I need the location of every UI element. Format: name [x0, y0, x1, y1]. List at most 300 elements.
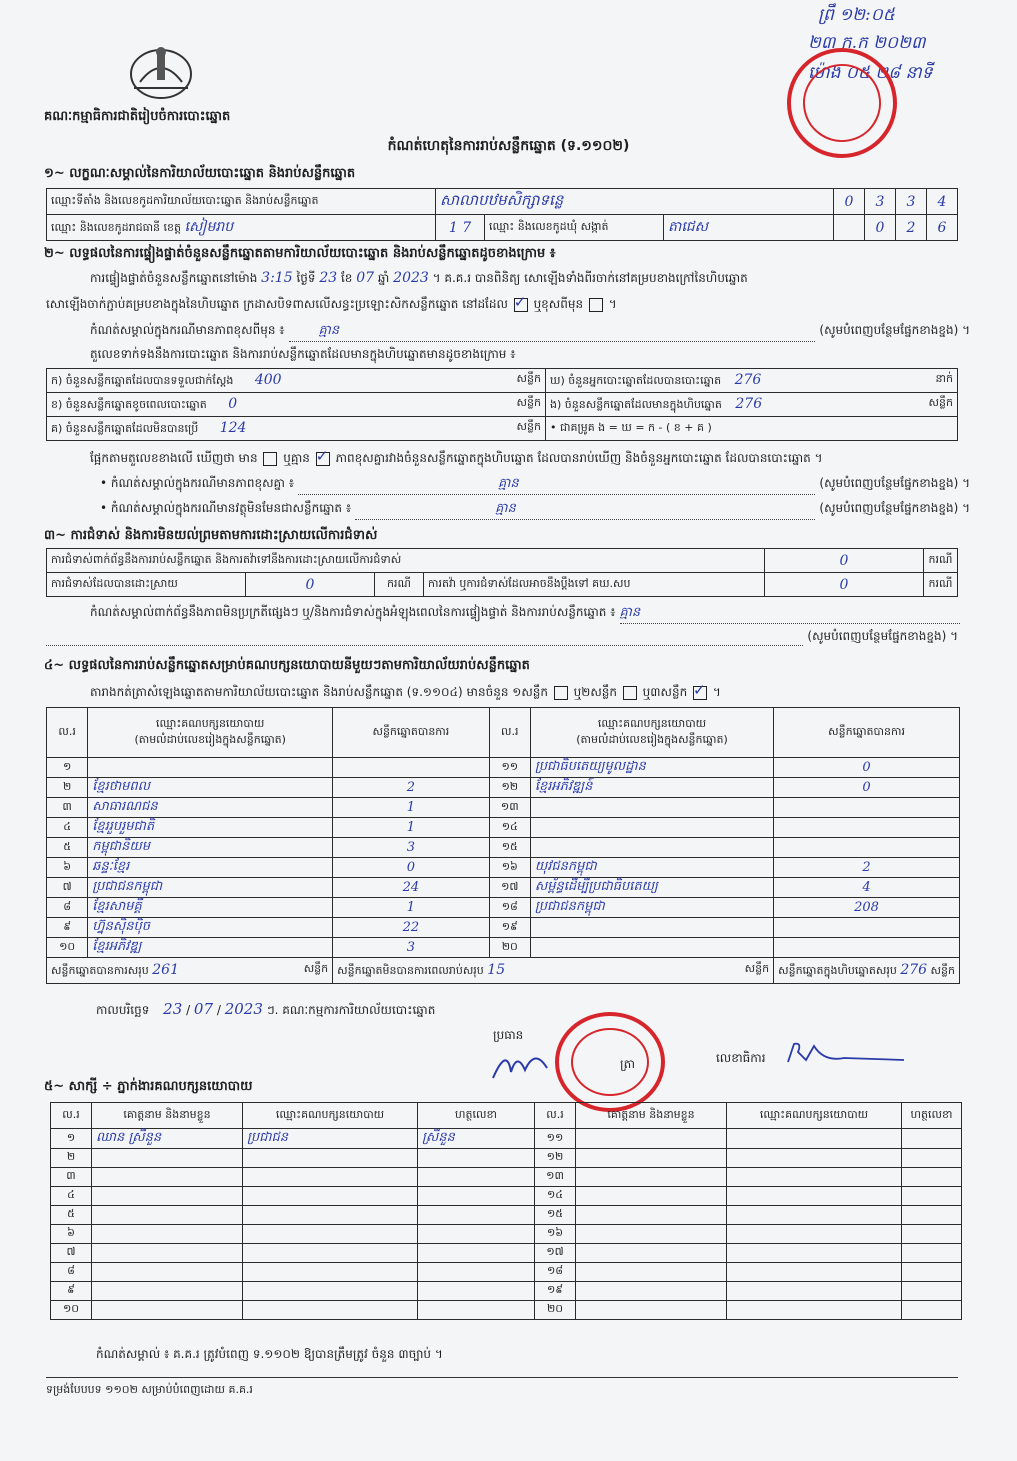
row-number: ១១ [535, 1129, 576, 1149]
party-votes: 0 [774, 778, 960, 798]
table-row [47, 938, 960, 958]
appeal-value: 0 [764, 573, 923, 597]
witness-name [92, 1301, 243, 1320]
date-year: 2023 [224, 1000, 263, 1018]
formula-label: • ជាគម្រូគ ង = ឃ = ក - ( ខ + គ ) [550, 420, 712, 434]
witness-signature [418, 1282, 535, 1301]
party-votes: 4 [774, 878, 960, 898]
fill-extra-note: (សូមបំពេញបន្ថែមផ្នែកខាងខ្នង) ។ [819, 476, 970, 490]
section5-title: ៥~ សាក្សី ÷ ភ្នាក់ងារគណបក្សនយោបាយ [44, 1079, 253, 1094]
verification-year: 2023 [393, 270, 429, 286]
province-code-digit: 7 [462, 219, 472, 236]
note1-label: កំណត់សម្គាល់ក្នុងករណីមានភាពខុសពីមុន ៖ [90, 323, 285, 337]
unit-label: ករណី [923, 549, 957, 573]
location-digit: 3 [896, 189, 927, 215]
spoiled-label: ខ) ចំនួនសន្លឹកឆ្នោតខូចពេលបោះឆ្នោត [51, 397, 207, 411]
witness-name [576, 1206, 727, 1225]
unchanged-checkbox[interactable] [514, 298, 528, 312]
party-name: ខ្មែរសាមគ្គី [88, 898, 333, 918]
figures-intro: តួលេខទាក់ទងនឹងការបោះឆ្នោត និងការរាប់សន្លឹកឆ្នោតដែលមានក្នុងហិបឆ្នោតមានដូចខាងក្រោម ៖ [90, 347, 516, 361]
witness-signature [902, 1301, 962, 1320]
row-number: ១ [51, 1129, 92, 1149]
verification-time: 3:15 [261, 270, 293, 286]
table-row [51, 1187, 962, 1206]
location-value: សាលាបឋមសិក្សាទន្លេ [436, 189, 834, 215]
blank-line [46, 628, 803, 646]
unit-label: សន្លឹក [516, 371, 541, 385]
party-votes [774, 798, 960, 818]
verification-day: 23 [319, 270, 338, 286]
province-label [47, 215, 436, 241]
row-number: ១៦ [535, 1225, 576, 1244]
verification-line [90, 270, 970, 288]
figures-table [46, 368, 958, 441]
party-votes: 3 [333, 938, 489, 958]
fill-extra-note: (សូមបំពេញបន្ថែមផ្នែកខាងខ្នង) ។ [807, 629, 958, 643]
national-emblem-icon [128, 44, 194, 100]
received-label: ក) ចំនួនសន្លឹកឆ្នោតដែលបានទទួលជាក់ស្តែង [51, 373, 234, 387]
row-number: ៦ [51, 1225, 92, 1244]
row-number: ៥ [51, 1206, 92, 1225]
witness-signature [418, 1225, 535, 1244]
party-votes [774, 838, 960, 858]
objections-value: 0 [764, 549, 923, 573]
verification-month: 07 [356, 270, 375, 286]
bullet2-value: គ្មាន [355, 500, 815, 520]
col-votes-header: សន្លឹកឆ្នោតបានការ [774, 708, 960, 758]
witness-party [243, 1301, 418, 1320]
row-number: ៦ [47, 858, 88, 878]
witness-name [92, 1244, 243, 1263]
total-valid-label: សន្លឹកឆ្នោតបានការសរុប [51, 963, 149, 977]
row-number: ១៥ [489, 838, 530, 858]
party-votes [774, 918, 960, 938]
commune-digit: 6 [927, 215, 958, 241]
unit-label: សន្លឹក [928, 395, 953, 409]
party-name: ឆន្ទៈខ្មែរ [88, 858, 333, 878]
row-number: ២ [51, 1149, 92, 1168]
party-votes [333, 758, 489, 778]
party-name: ខ្មែរថាមពល [88, 778, 333, 798]
form-note: ទម្រង់បែបបទ ១១០២ សម្រាប់បំពេញដោយ គ.គ.រ [46, 1383, 253, 1396]
commune-digit: 0 [865, 215, 896, 241]
witness-signature [418, 1168, 535, 1187]
witness-party [727, 1168, 902, 1187]
row-number: ១២ [489, 778, 530, 798]
voters-label: ឃ) ចំនួនអ្នកបោះឆ្នោតដែលបានបោះឆ្នោត [550, 373, 722, 387]
unit-label: សន្លឹក [516, 419, 541, 433]
table-row [51, 1282, 962, 1301]
fill-extra-note: (សូមបំពេញបន្ថែមផ្នែកខាងខ្នង) ។ [819, 501, 970, 515]
witness-signature [418, 1149, 535, 1168]
witness-name [576, 1263, 727, 1282]
bullet1-value: គ្មាន [298, 475, 815, 495]
witness-name [92, 1206, 243, 1225]
commune-digit: 2 [896, 215, 927, 241]
witness-signature [902, 1149, 962, 1168]
in-box-value: 276 [735, 395, 763, 412]
witness-name: ឈាន ស្រីនួន [92, 1129, 243, 1149]
party-votes [774, 938, 960, 958]
table-row [51, 1244, 962, 1263]
party-name: យុវជនកម្ពុជា [530, 858, 773, 878]
in-box-label: ង) ចំនួនសន្លឹកឆ្នោតដែលមានក្នុងហិបឆ្នោត [550, 397, 722, 411]
witness-signature [902, 1282, 962, 1301]
unit-label: សន្លឹក [516, 395, 541, 409]
chair-signature-icon [487, 1042, 557, 1088]
note1-value: គ្មាន [289, 322, 816, 342]
spoiled-value: 0 [228, 395, 238, 412]
witness-name [92, 1225, 243, 1244]
total-invalid-label: សន្លឹកឆ្នោតមិនបានការពេលរាប់សរុប [337, 963, 484, 977]
witness-party [243, 1244, 418, 1263]
witness-party [727, 1263, 902, 1282]
row-number: ១០ [51, 1301, 92, 1320]
year-label: ឆ្នាំ [377, 271, 390, 285]
witness-signature [902, 1206, 962, 1225]
row-number: ១៤ [535, 1187, 576, 1206]
table-row [51, 1206, 962, 1225]
no-discrepancy-checkbox[interactable] [316, 452, 330, 466]
seal-label: ត្រា [620, 1057, 635, 1071]
bullet2-label: • កំណត់សម្គាល់ក្នុងករណីមានវត្ថុមិនមែនជាសន្លឹកឆ្នោត ៖ [100, 501, 352, 515]
location-digit: 3 [865, 189, 896, 215]
secretary-label: លេខាធិការ [716, 1051, 766, 1065]
witness-body [51, 1129, 962, 1320]
witness-party [243, 1187, 418, 1206]
total-invalid-value: 15 [487, 961, 506, 978]
changed-label: ឬខុសពីមុន [533, 297, 584, 311]
has-discrepancy-checkbox[interactable] [263, 452, 277, 466]
witness-name [92, 1282, 243, 1301]
party-name: ខ្មែរអភិវឌ្ឍ [88, 938, 333, 958]
witness-party [243, 1225, 418, 1244]
discrepancy-line [90, 450, 823, 468]
figures-row [47, 393, 958, 417]
party-name [530, 798, 773, 818]
footer-divider [46, 1377, 958, 1378]
party-votes: 0 [333, 858, 489, 878]
witness-name [92, 1149, 243, 1168]
witness-name [92, 1187, 243, 1206]
col-party-header: ឈ្មោះគណបក្សនយោបាយ [727, 1103, 902, 1129]
witness-name [576, 1168, 727, 1187]
appeal-label: ការតវ៉ា ឬការជំទាស់ដែលអាចនឹងប្តឹងទៅ គឃ.សប [424, 573, 765, 597]
verification-text-b: ។ គ.គ.រ បានពិនិត្យ សោឡើងទាំងពីរចាក់នៅគម្របខាងក្រៅនៃហិបឆ្នោត [432, 271, 748, 285]
row-number: ១៨ [489, 898, 530, 918]
party-votes: 24 [333, 878, 489, 898]
table-row [47, 858, 960, 878]
figures-row [47, 369, 958, 393]
section1-title: ១~ លក្ខណៈសម្គាល់នៃការិយាល័យបោះឆ្នោត និងរាប់សន្លឹកឆ្នោត [44, 166, 356, 181]
objections-note-value: គ្មាន [620, 604, 961, 624]
row-number: ៧ [51, 1244, 92, 1263]
witness-signature [418, 1206, 535, 1225]
section1-table [46, 188, 958, 241]
tally-sheet-text: តារាងកត់ត្រាសំឡេងឆ្នោតតាមការិយាល័យបោះឆ្នោត និងរាប់សន្លឹកឆ្នោត (ទ.១១០៤) មានចំនួន ១សន្លឹក [90, 685, 548, 699]
row-number: ៩ [47, 918, 88, 938]
date-month: 07 [193, 1000, 214, 1018]
witness-signature [418, 1263, 535, 1282]
date-line: កាលបរិច្ឆេទ 23 / 07 / 2023 ៗ. គណៈកម្មការការិយាល័យបោះឆ្នោត [96, 1000, 436, 1018]
location-label: ឈ្មោះទីតាំង និងលេខកូដការិយាល័យបោះឆ្នោត និងរាប់សន្លឹកឆ្នោត [47, 189, 436, 215]
party-votes: 1 [333, 898, 489, 918]
witness-signature: ស្រីនួន [418, 1129, 535, 1149]
col-party-title: ឈ្មោះគណបក្សនយោបាយ [597, 716, 707, 730]
party-name: ខ្មែរអភិវឌ្ឍន៍ [530, 778, 773, 798]
witness-name [576, 1282, 727, 1301]
row-number: ១៩ [535, 1282, 576, 1301]
witness-name [576, 1301, 727, 1320]
row-number: ១១ [489, 758, 530, 778]
two-sheet-label: ឬ២សន្លឹក [573, 685, 618, 699]
witness-signature [902, 1225, 962, 1244]
witness-name [92, 1263, 243, 1282]
three-sheet-label: ឬ៣សន្លឹក [642, 685, 688, 699]
section2-title: ២~ លទ្ធផលនៃការផ្ទៀងផ្ទាត់ចំនួនសន្លឹកឆ្នោតតាមការិយាល័យបោះឆ្នោត និងរាប់សន្លឹកឆ្នោតដូចខាងក្រោម ៖ [44, 246, 556, 261]
bullet1-line [100, 475, 970, 495]
col-no-header: ល.រ [47, 708, 88, 758]
objections-table [46, 548, 958, 597]
row-number: ១៦ [489, 858, 530, 878]
witness-signature [418, 1187, 535, 1206]
col-no-header: ល.រ [51, 1103, 92, 1129]
party-votes: 22 [333, 918, 489, 938]
province-code [436, 215, 485, 241]
table-row [51, 1149, 962, 1168]
row-number: ៥ [47, 838, 88, 858]
row-number: ៩ [51, 1282, 92, 1301]
chair-label: ប្រធាន [493, 1028, 524, 1042]
note1-line [90, 322, 970, 342]
table-row [51, 1225, 962, 1244]
unit-label: សន្លឹក [930, 963, 955, 977]
witness-signature [902, 1129, 962, 1149]
party-votes: 3 [333, 838, 489, 858]
col-party-subtitle: (តាមលំដាប់លេខរៀងក្នុងសន្លឹកឆ្នោត) [134, 732, 286, 746]
province-value: សៀមរាប [184, 219, 234, 235]
date-label: កាលបរិច្ឆេទ [96, 1003, 150, 1017]
party-votes [774, 818, 960, 838]
total-box-label: សន្លឹកឆ្នោតក្នុងហិបឆ្នោតសរុប [778, 963, 897, 977]
witness-party [727, 1301, 902, 1320]
handwritten-time: ព្រឹ ១២:០៥ [818, 5, 895, 25]
party-name [530, 938, 773, 958]
unit-label: នាក់ [935, 371, 953, 385]
resolved-label: ការជំទាស់ដែលបានដោះស្រាយ [47, 573, 246, 597]
party-name: ប្រជាធិបតេយ្យមូលដ្ឋាន [530, 758, 773, 778]
discrepancy-text: ផ្អែកតាមតួលេខខាងលើ ឃើញថា មាន [90, 451, 258, 465]
seal-status-line: សោឡើងចាក់ភ្ជាប់គម្របខាងក្នុងនៃហិបឆ្នោត ក្រដាសបិទពាសលើសន្ធះប្រឡោះសិកសន្លឹកឆ្នោត នៅដដែល ✓ ឬខុសពីមុន ។ [46, 296, 617, 314]
witness-signature [902, 1168, 962, 1187]
province-code-digit: 1 [448, 219, 458, 236]
witness-party [727, 1187, 902, 1206]
day-label: ថ្ងៃទី [296, 271, 316, 285]
two-sheet-checkbox[interactable] [623, 686, 637, 700]
col-no-header: ល.រ [489, 708, 530, 758]
location-digit: 0 [834, 189, 865, 215]
col-party-header: ឈ្មោះគណបក្សនយោបាយ [243, 1103, 418, 1129]
month-label: ខែ [340, 271, 353, 285]
row-number: ៨ [51, 1263, 92, 1282]
col-name-header: គោត្តនាម និងនាមខ្លួន [92, 1103, 243, 1129]
figures-row [47, 417, 958, 441]
witness-table [50, 1102, 962, 1320]
objections-note-line [90, 604, 960, 624]
secretary-signature-icon [784, 1038, 944, 1068]
row-number: ១៥ [535, 1206, 576, 1225]
totals-row [47, 958, 960, 984]
row-number: ១៨ [535, 1263, 576, 1282]
witness-party [727, 1129, 902, 1149]
row-number: ២ [47, 778, 88, 798]
total-valid-value: 261 [152, 961, 179, 978]
row-number: ១៣ [535, 1168, 576, 1187]
row-number: ៣ [47, 798, 88, 818]
witness-signature [902, 1187, 962, 1206]
row-number: ៣ [51, 1168, 92, 1187]
witness-signature [902, 1263, 962, 1282]
witness-party [727, 1282, 902, 1301]
row-number: ១៤ [489, 818, 530, 838]
footer-note: កំណត់សម្គាល់ ៖ គ.គ.រ ត្រូវបំពេញ ទ.១១០២ ឱ្យបានត្រឹមត្រូវ ចំនួន ៣ច្បាប់ ។ [96, 1347, 443, 1361]
row-number: ៤ [47, 818, 88, 838]
discrepancy-text-b: ភាពខុសគ្នារវាងចំនួនសន្លឹកឆ្នោតក្នុងហិបឆ្នោត ដែលបានរាប់ឃើញ និងចំនួនអ្នកបោះឆ្នោត ដែលបានបោះឆ្នោត ។ [335, 451, 823, 465]
witness-party [727, 1244, 902, 1263]
tally-sheet-line: តារាងកត់ត្រាសំឡេងឆ្នោតតាមការិយាល័យបោះឆ្នោត និងរាប់សន្លឹកឆ្នោត (ទ.១១០៤) មានចំនួន ១សន្លឹក ឬ២សន្លឹក ឬ៣សន្លឹក ✓ ។ [90, 684, 721, 702]
col-no-header: ល.រ [535, 1103, 576, 1129]
party-name: ខ្មែររួបរួមជាតិ [88, 818, 333, 838]
objections-note-line2 [46, 628, 958, 646]
witness-name [92, 1168, 243, 1187]
witness-name [576, 1187, 727, 1206]
total-box-value: 276 [900, 961, 928, 978]
col-sign-header: ហត្ថលេខា [418, 1103, 535, 1129]
committee-seal [555, 1012, 665, 1112]
witness-party [243, 1149, 418, 1168]
org-name: គណៈកម្មាធិការជាតិរៀបចំការបោះឆ្នោត [44, 109, 231, 124]
location-digit: 4 [927, 189, 958, 215]
form-title: កំណត់ហេតុនៃការរាប់សន្លឹកឆ្នោត (ទ.១១០២) [387, 138, 630, 154]
witness-party: ប្រជាជន [243, 1129, 418, 1149]
witness-name [576, 1244, 727, 1263]
party-name: ប្រជាជនកម្ពុជា [530, 898, 773, 918]
row-number: ១២ [535, 1149, 576, 1168]
unit-label: សន្លឹក [744, 961, 770, 975]
unused-value: 124 [219, 419, 247, 436]
commune-value: តាជេស [664, 215, 834, 241]
table-row [47, 758, 960, 778]
party-name: កម្ពុជានិយម [88, 838, 333, 858]
party-name: ហ្វ៊ុនស៊ិនប៉ិច [88, 918, 333, 938]
col-sign-header: ហត្ថលេខា [902, 1103, 962, 1129]
province-label-text: ឈ្មោះ និងលេខកូដរាជធានី ខេត្ត [51, 221, 181, 234]
unit-label: សន្លឹក [303, 961, 329, 975]
commune-label: ឈ្មោះ និងលេខកូដឃុំ សង្កាត់ [485, 215, 664, 241]
resolved-value: 0 [246, 573, 375, 597]
col-votes-header: សន្លឹកឆ្នោតបានការ [333, 708, 489, 758]
party-name [530, 918, 773, 938]
table-row [51, 1301, 962, 1320]
witness-signature [418, 1301, 535, 1320]
section4-title: ៤~ លទ្ធផលនៃការរាប់សន្លឹកឆ្នោតសម្រាប់គណបក្សនយោបាយនីមួយៗតាមការិយាល័យរាប់សន្លឹកឆ្នោត [44, 658, 530, 673]
witness-name [576, 1225, 727, 1244]
committee-label: ៗ. គណៈកម្មការការិយាល័យបោះឆ្នោត [266, 1003, 436, 1017]
party-name: សម្ព័ន្ធដើម្បីប្រជាធិបតេយ្យ [530, 878, 773, 898]
bullet1-label: • កំណត់សម្គាល់ក្នុងករណីមានភាពខុសគ្នា ៖ [100, 476, 295, 490]
results-table [46, 707, 960, 984]
fill-extra-note: (សូមបំពេញបន្ថែមផ្នែកខាងខ្នង) ។ [819, 323, 970, 337]
witness-name [576, 1129, 727, 1149]
row-number: ១៧ [489, 878, 530, 898]
col-name-header: គោត្តនាម និងនាមខ្លួន [576, 1103, 727, 1129]
changed-checkbox[interactable] [589, 298, 603, 312]
table-row [51, 1263, 962, 1282]
witness-party [727, 1225, 902, 1244]
table-row [47, 798, 960, 818]
table-row [47, 838, 960, 858]
witness-party [243, 1206, 418, 1225]
table-row [47, 818, 960, 838]
party-name [530, 818, 773, 838]
row-number: ១៧ [535, 1244, 576, 1263]
three-sheet-checkbox[interactable] [693, 686, 707, 700]
objections-label: ការជំទាស់ពាក់ព័ន្ធនឹងការរាប់សន្លឹកឆ្នោត និងការតវ៉ាទៅនឹងការដោះស្រាយលើការជំទាស់ [47, 549, 765, 573]
party-votes: 2 [333, 778, 489, 798]
party-name [530, 838, 773, 858]
row-number: ១៣ [489, 798, 530, 818]
objections-note-label: កំណត់សម្គាល់ពាក់ព័ន្ធនឹងភាពមិនប្រក្រតីផ្សេងៗ ឬ/និងការជំទាស់ក្នុងអំឡុងពេលនៃការផ្ទៀងផ្ទាត់ និងការរាប់សន្លឹកឆ្នោត ៖ [90, 605, 616, 619]
witness-name [576, 1149, 727, 1168]
results-body [47, 758, 960, 958]
no-discrepancy-label: ឬគ្មាន [283, 451, 310, 465]
col-party-header [88, 708, 333, 758]
col-party-header [530, 708, 773, 758]
col-party-title: ឈ្មោះគណបក្សនយោបាយ [156, 716, 265, 730]
row-number: ១ [47, 758, 88, 778]
table-row [51, 1129, 962, 1149]
received-value: 400 [254, 371, 282, 388]
party-votes: 0 [774, 758, 960, 778]
table-row [47, 778, 960, 798]
row-number: ៨ [47, 898, 88, 918]
one-sheet-checkbox[interactable] [554, 686, 568, 700]
voters-value: 276 [734, 371, 762, 388]
table-row [47, 898, 960, 918]
row-number: ២០ [489, 938, 530, 958]
party-votes: 1 [333, 798, 489, 818]
unit-label: ករណី [923, 573, 957, 597]
unused-label: គ) ចំនួនសន្លឹកឆ្នោតដែលមិនបានប្រើ [51, 421, 199, 435]
party-name: ប្រជាជនកម្ពុជា [88, 878, 333, 898]
party-name: សាធារណជន [88, 798, 333, 818]
table-row [51, 1168, 962, 1187]
row-number: ១០ [47, 938, 88, 958]
row-number: ៤ [51, 1187, 92, 1206]
party-votes: 2 [774, 858, 960, 878]
witness-signature [902, 1244, 962, 1263]
col-party-subtitle: (តាមលំដាប់លេខរៀងក្នុងសន្លឹកឆ្នោត) [576, 732, 728, 746]
seal-status-text: សោឡើងចាក់ភ្ជាប់គម្របខាងក្នុងនៃហិបឆ្នោត ក្រដាសបិទពាសលើសន្ធះប្រឡោះសិកសន្លឹកឆ្នោត នៅដដែល [46, 297, 508, 311]
handwritten-date: ២៣ ក.ក ២០២៣ [808, 33, 926, 53]
unit-label: ករណី [375, 573, 424, 597]
bullet2-line [100, 500, 970, 520]
row-number: ២០ [535, 1301, 576, 1320]
handwritten-received-time: ម៉ោង ០៥ ២៨ នាទី [808, 63, 933, 83]
row-number: ១៩ [489, 918, 530, 938]
table-row [47, 878, 960, 898]
row-number: ៧ [47, 878, 88, 898]
